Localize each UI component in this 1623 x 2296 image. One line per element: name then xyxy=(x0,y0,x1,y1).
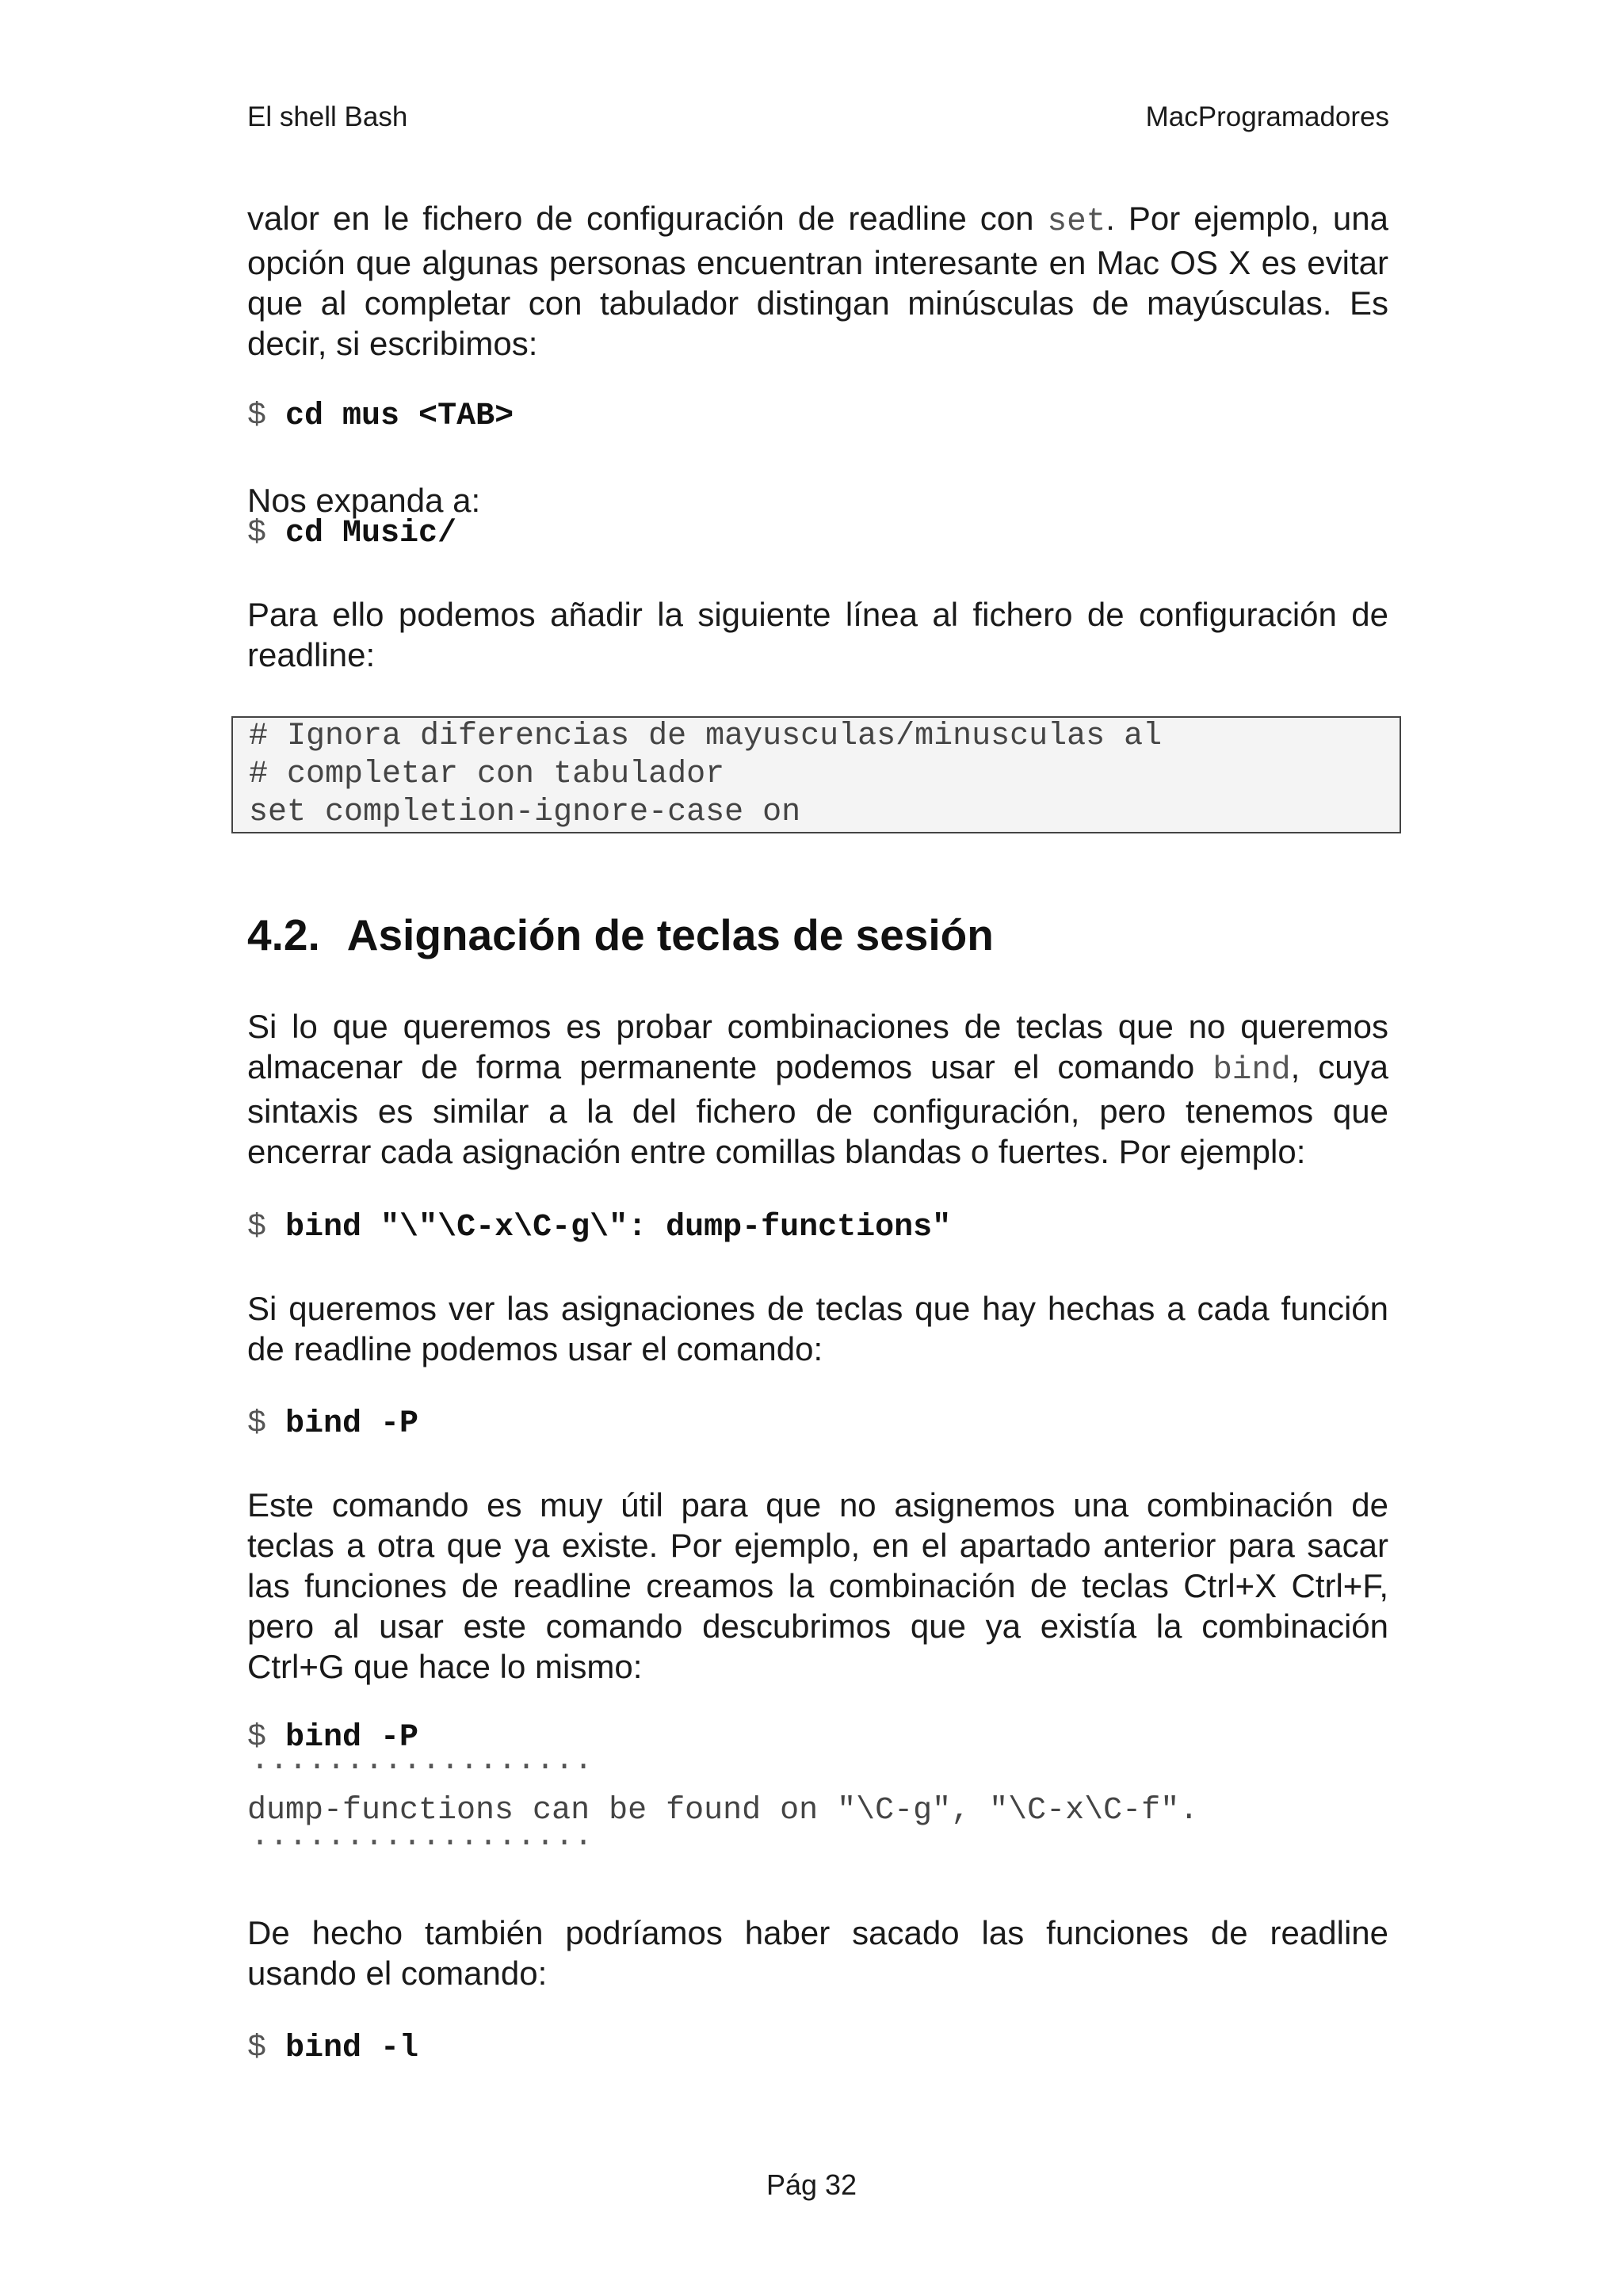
paragraph-text: . Por ejemplo, una opción que algunas personas encuentran interesante en Mac OS X es evitar que al completar con tabulador distingan minúsculas de mayúsculas. Es decir, si escribimos: xyxy=(247,200,1388,362)
command-bind-dump-functions xyxy=(247,1209,951,1247)
command-text: bind "\"\C-x\C-g\": dump-functions" xyxy=(285,1210,952,1245)
section-title: Asignación de teclas de sesión xyxy=(346,910,994,959)
command-cd-mus xyxy=(247,398,514,436)
paragraph-bind-intro xyxy=(247,1006,1388,1172)
code-line: # Ignora diferencias de mayusculas/minusculas al xyxy=(249,719,1163,754)
output-ellipsis: ·················· xyxy=(250,1749,594,1785)
paragraph-text: valor en le fichero de configuración de readline con xyxy=(247,200,1048,237)
command-text: cd mus <TAB> xyxy=(285,399,514,434)
command-text: bind -P xyxy=(285,1406,419,1442)
command-cd-music xyxy=(247,515,456,553)
paragraph-text: , cuya sintaxis es similar a la del fichero de configuración, pero tenemos que encerrar cada asignación entre comillas blandas o fuertes. Por ejemplo: xyxy=(247,1048,1389,1170)
code-line: # completar con tabulador xyxy=(249,757,725,792)
shell-prompt: $ xyxy=(247,1406,267,1442)
page-number: Pág 32 xyxy=(766,2168,857,2201)
inline-code-bind: bind xyxy=(1212,1052,1291,1089)
command-text: bind -l xyxy=(285,2031,419,2066)
command-output-line: dump-functions can be found on "\C-g", "\C-x\C-f". xyxy=(247,1793,1199,1829)
command-text: cd Music/ xyxy=(285,516,457,551)
command-bind-P xyxy=(247,1405,418,1444)
paragraph-readline-set xyxy=(247,198,1388,364)
paragraph-useful-command: Este comando es muy útil para que no asignemos una combinación de teclas a otra que ya existe. Por ejemplo, en el apartado anterior para sacar las funciones de readline creamos la combinación de teclas Ctrl+X Ctrl+F, pero al usar este comando descubrimos que ya existía la combinación Ctrl+G que hace lo mismo: xyxy=(247,1486,1388,1685)
paragraph-add-line: Para ello podemos añadir la siguiente línea al fichero de configuración de readline: xyxy=(247,596,1388,673)
section-heading xyxy=(247,910,994,960)
paragraph-expand: Nos expanda a: xyxy=(247,482,481,519)
shell-prompt: $ xyxy=(247,516,267,551)
paragraph-text: Si lo que queremos es probar combinaciones de teclas que no queremos almacenar de forma permanente podemos usar el comando xyxy=(247,1008,1388,1085)
shell-prompt: $ xyxy=(247,1210,267,1245)
command-text: bind -P xyxy=(285,1720,419,1756)
config-code-box xyxy=(231,716,1401,833)
paragraph-view-bindings: Si queremos ver las asignaciones de teclas que hay hechas a cada función de readline podemos usar el comando: xyxy=(247,1290,1388,1367)
running-header-right: MacProgramadores xyxy=(1145,101,1389,132)
inline-code-set: set xyxy=(1047,204,1106,240)
shell-prompt: $ xyxy=(247,399,267,434)
section-number: 4.2. xyxy=(247,910,320,959)
code-line: set completion-ignore-case on xyxy=(249,795,801,830)
shell-prompt: $ xyxy=(247,2031,267,2066)
command-bind-l xyxy=(247,2030,418,2068)
paragraph-bind-l: De hecho también podríamos haber sacado las funciones de readline usando el comando: xyxy=(247,1914,1388,1992)
shell-prompt: $ xyxy=(247,1720,267,1756)
output-ellipsis: ·················· xyxy=(250,1825,594,1861)
running-header-left: El shell Bash xyxy=(247,101,408,132)
